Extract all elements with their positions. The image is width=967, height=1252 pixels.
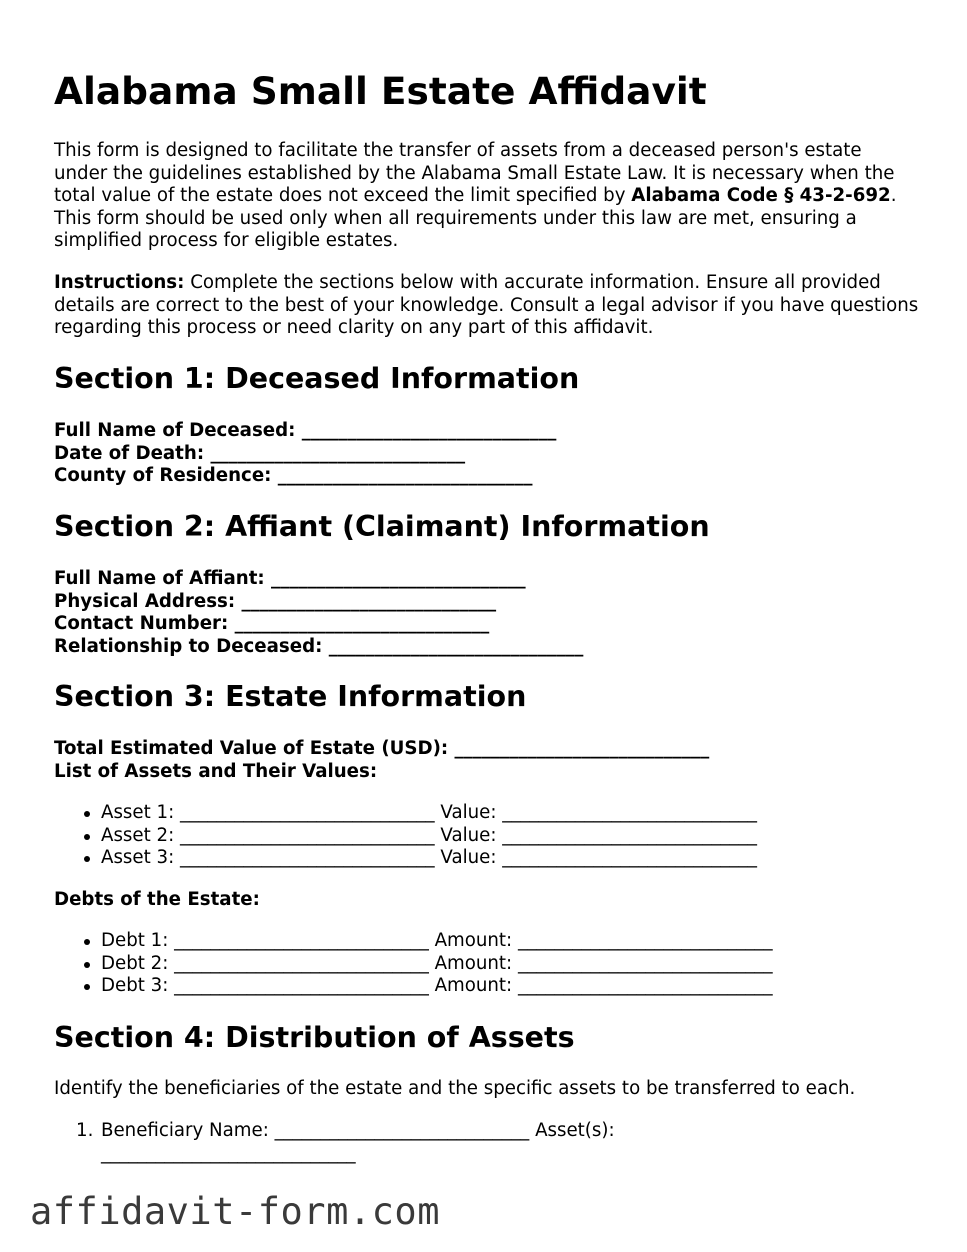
intro-paragraph bbox=[54, 140, 914, 253]
asset-row[interactable]: Asset 1: ____________________________ Value: ____________________________ bbox=[54, 802, 757, 825]
relationship-field[interactable]: Relationship to Deceased: ____________________________ bbox=[54, 635, 584, 657]
debts-label: Debts of the Estate: bbox=[54, 889, 260, 910]
watermark: affidavit-form.com bbox=[30, 1190, 440, 1233]
beneficiary-fields: Beneficiary Name: ____________________________ Asset(s): ____________________________ bbox=[101, 1120, 615, 1164]
county-of-residence-field[interactable]: County of Residence: ____________________________ bbox=[54, 465, 533, 487]
instructions-paragraph bbox=[54, 272, 924, 340]
instructions-text: Complete the sections below with accurate information. Ensure all provided details are correct to the best of your knowledge. Consult a legal advisor if you have questions regarding this process or need clarity on any part of this affidavit. bbox=[54, 272, 919, 339]
intro-text: This form is designed to facilitate the transfer of assets from a deceased person's estate under the guidelines established by the Alabama Small Estate Law. It is necessary when the total value of the estate does not exceed the limit specified by bbox=[54, 140, 895, 207]
section-2-heading: Section 2: Affiant (Claimant) Information bbox=[54, 510, 710, 543]
date-of-death-field[interactable]: Date of Death: ____________________________ bbox=[54, 442, 466, 464]
beneficiary-item[interactable] bbox=[54, 1120, 754, 1165]
beneficiary-number: 1. bbox=[76, 1120, 94, 1141]
debt-row[interactable]: Debt 3: ____________________________ Amount: ____________________________ bbox=[54, 975, 773, 998]
debt-row[interactable]: Debt 2: ____________________________ Amount: ____________________________ bbox=[54, 953, 773, 976]
estate-value-fields bbox=[54, 738, 709, 783]
deceased-name-field[interactable]: Full Name of Deceased: ____________________________ bbox=[54, 420, 557, 441]
intro-code-reference: Alabama Code § 43-2-692 bbox=[631, 185, 891, 207]
contact-number-field[interactable]: Contact Number: ____________________________ bbox=[54, 613, 490, 635]
assets-list-label: List of Assets and Their Values: bbox=[54, 760, 378, 782]
section-1-heading: Section 1: Deceased Information bbox=[54, 362, 580, 395]
intro-text-end: . This form should be used only when all requirements under this law are met, ensuring a simplified process for eligible estates. bbox=[54, 185, 897, 252]
section-4-description: Identify the beneficiaries of the estate and the specific assets to be transferred to each. bbox=[54, 1078, 856, 1099]
asset-row[interactable]: Asset 3: ____________________________ Value: ____________________________ bbox=[54, 847, 757, 870]
instructions-label: Instructions: bbox=[54, 272, 185, 293]
asset-row[interactable]: Asset 2: ____________________________ Value: ____________________________ bbox=[54, 825, 757, 848]
assets-list bbox=[54, 802, 757, 870]
page-title: Alabama Small Estate Affidavit bbox=[54, 69, 707, 113]
section-3-heading: Section 3: Estate Information bbox=[54, 680, 527, 713]
total-estate-value-field[interactable]: Total Estimated Value of Estate (USD): ____________________________ bbox=[54, 738, 710, 759]
debts-list bbox=[54, 930, 773, 998]
affiant-fields bbox=[54, 568, 583, 658]
debt-row[interactable]: Debt 1: ____________________________ Amount: ____________________________ bbox=[54, 930, 773, 953]
deceased-fields bbox=[54, 420, 556, 488]
section-4-heading: Section 4: Distribution of Assets bbox=[54, 1021, 575, 1054]
affiant-name-field[interactable]: Full Name of Affiant: ____________________________ bbox=[54, 568, 526, 589]
physical-address-field[interactable]: Physical Address: ____________________________ bbox=[54, 590, 497, 612]
